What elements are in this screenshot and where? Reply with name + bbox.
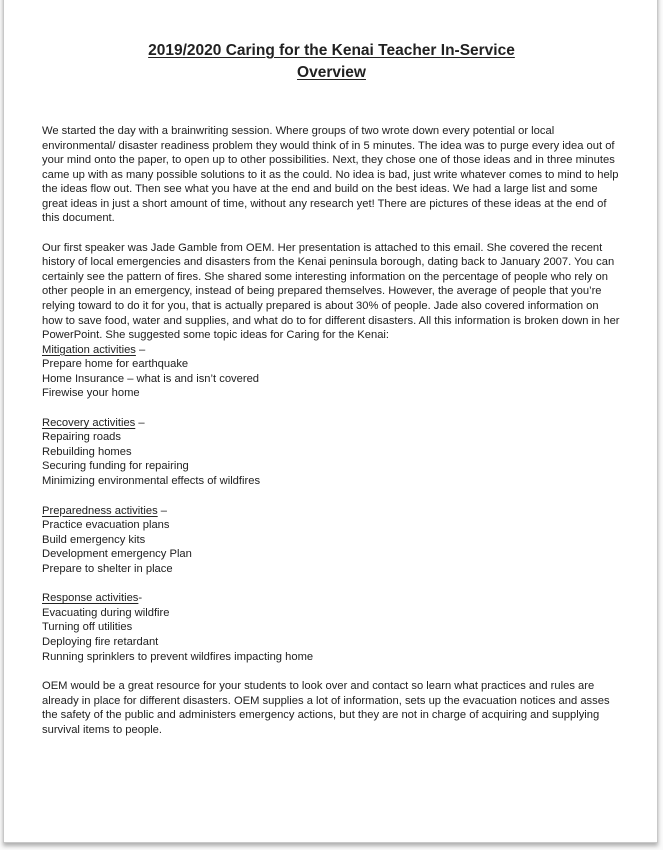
list-item: Firewise your home xyxy=(42,387,140,400)
document-page xyxy=(3,0,658,843)
list-item: Minimizing environmental effects of wildfires xyxy=(42,475,261,488)
section-heading-suffix: – xyxy=(157,504,168,517)
list-item: Running sprinklers to prevent wildfires impacting home xyxy=(42,650,314,663)
section-heading-mitigation xyxy=(42,343,621,358)
section-heading-suffix: - xyxy=(138,592,143,605)
section-heading-text: Response activities xyxy=(42,592,139,605)
section-heading-text: Preparedness activities xyxy=(42,504,158,517)
paragraph-closing: OEM would be a great resource for your students to look over and contact so learn what practices and rules are already in place for different disasters. OEM supplies a lot of information, sets up the evacuation notices and asses the safety of the public and administers emergency actions, but they are not in charge of acquiring and supplying survival items to people. xyxy=(42,680,610,736)
list-item: Practice evacuation plans xyxy=(42,519,170,532)
list-item: Deploying fire retardant xyxy=(42,635,159,648)
section-mitigation xyxy=(42,343,621,401)
paragraph-speaker: Our first speaker was Jade Gamble from OEM. Her presentation is attached to this email. She covered the recent history of local emergencies and disasters from the Kenai peninsula borough, dating back to January 2007. You can certainly see the pattern of fires. She shared some interesting information on the percentage of people who rely on other people in an emergency, instead of being prepared themselves. However, the average of people that you’re relying toward to do it for you, that is actually prepared is about 30% of people. Jade also covered information on how to save food, water and supplies, and what do to for different disasters. All this information is broken down in her PowerPoint. She suggested some topic ideas for Caring for the Kenai: xyxy=(42,241,620,342)
list-item: Turning off utilities xyxy=(42,621,133,634)
section-heading-response xyxy=(42,591,621,606)
list-item: Prepare home for earthquake xyxy=(42,358,189,371)
paragraph-intro: We started the day with a brainwriting session. Where groups of two wrote down every potential or local environmental/ disaster readiness problem they would think of in 5 minutes. The idea was to purge every idea out of your mind onto the paper, to open up to other possibilities. Next, they chose one of those ideas and in three minutes came up with as many possible solutions to it as the could. No idea is bad, just write whatever comes to mind to help the ideas flow out. Then see what you have at the end and build on the best ideas. We had a large list and some great ideas in just a short amount of time, without any research yet! There are pictures of these ideas at the end of this document. xyxy=(42,125,619,225)
section-response xyxy=(42,591,621,664)
list-item: Home Insurance – what is and isn’t covered xyxy=(42,372,260,385)
list-item: Rebuilding homes xyxy=(42,445,132,458)
section-heading-text: Recovery activities xyxy=(42,416,136,429)
section-heading-text: Mitigation activities xyxy=(42,343,136,356)
section-heading-suffix: – xyxy=(135,416,145,429)
list-item: Securing funding for repairing xyxy=(42,460,189,473)
list-item: Development emergency Plan xyxy=(42,548,192,561)
list-item: Evacuating during wildfire xyxy=(42,606,170,619)
section-recovery xyxy=(42,416,621,489)
list-item: Build emergency kits xyxy=(42,533,146,546)
section-heading-preparedness xyxy=(42,504,621,519)
document-title xyxy=(42,40,621,84)
title-line-2: Overview xyxy=(297,64,366,81)
section-heading-suffix: – xyxy=(135,343,146,356)
title-line-1: 2019/2020 Caring for the Kenai Teacher In-Service xyxy=(148,42,515,59)
section-heading-recovery xyxy=(42,416,621,431)
list-item: Repairing roads xyxy=(42,431,121,444)
section-preparedness xyxy=(42,504,621,577)
list-item: Prepare to shelter in place xyxy=(42,562,173,575)
